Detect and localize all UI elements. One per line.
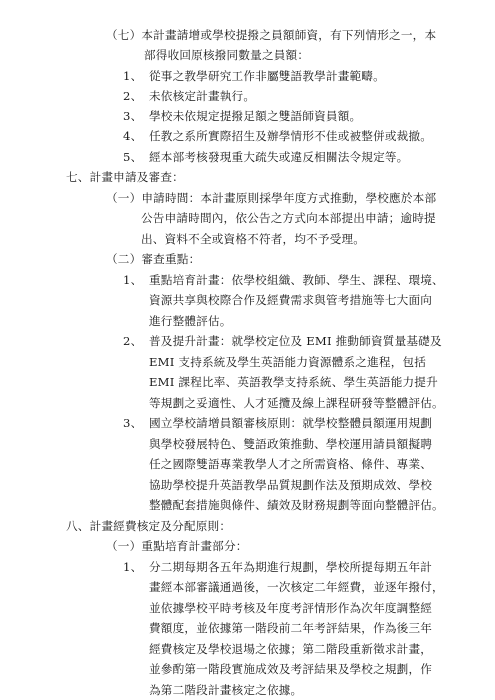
section-7-heading: 七、計畫申請及審查：: [66, 170, 184, 185]
review-point-2-line-2: EMI 支持系統及學生英語能力資源體系之進程，包括: [149, 354, 427, 369]
item-7-sub-2: [123, 86, 255, 106]
item-1-text-2: 公告申請時間內，依公告之方式向本部提出申請；逾時提: [141, 211, 436, 226]
sub-num: 1、: [123, 559, 143, 574]
sub-num: 3、: [123, 416, 143, 431]
review-point-3-line-4: 協助學校提升英語教學品質規劃作法及預期成效、學校: [149, 477, 433, 492]
sub-text: 未依核定計畫執行。: [149, 88, 256, 103]
funding-point-1-line-6: 並參酌第一階段實施成效及考評結果及學校之規劃，作: [149, 662, 433, 677]
review-point-1-line-2: 資源共享與校際合作及經費需求與管考措施等七大面向: [149, 293, 433, 308]
funding-point-1-line-5: 經費核定及學校退場之依據；第二階段重新徵求計畫，: [149, 641, 433, 656]
item-1-text: 重點培育計畫部分：: [141, 539, 248, 554]
review-point-3-line-2: 與學校發展特色、雙語政策推動、學校運用請員額擬聘: [149, 436, 433, 451]
review-point-2-line-1: [123, 331, 442, 351]
section-8-heading: 八、計畫經費核定及分配原則：: [66, 518, 232, 533]
item-7-sub-1: [123, 66, 385, 86]
sub-num: 4、: [123, 129, 143, 144]
item-1-marker: （一）: [106, 190, 142, 205]
funding-point-1-line-4: 費額度，並依據第一階段前二年考評結果，作為後三年: [149, 621, 433, 636]
item-7-marker: （七）: [106, 28, 142, 43]
item-7-line-1: [106, 25, 436, 45]
funding-point-1-line-1: [123, 557, 432, 577]
item-2-text: 審查重點：: [141, 252, 201, 267]
sub-num: 2、: [123, 88, 143, 103]
sub-num: 1、: [123, 272, 143, 287]
funding-point-1-line-3: 並依據學校平時考核及年度考評情形作為次年度調整經: [149, 600, 433, 615]
sec7-item-2-line-1: [106, 249, 200, 269]
item-7-sub-3: [123, 106, 361, 126]
sub-text: 重點培育計畫：依學校組織、教師、學生、課程、環境、: [149, 272, 444, 287]
funding-point-1-line-7: 為第二階段計畫核定之依據。: [149, 683, 303, 697]
item-7-text-1: 本計畫請增或學校提撥之員額師資，有下列情形之一，本: [141, 28, 437, 43]
review-point-2-line-4: 等規劃之妥適性、人才延攬及線上課程研發等整體評估。: [149, 395, 444, 410]
sub-text: 從事之教學研究工作非屬雙語教學計畫範疇。: [149, 69, 385, 84]
review-point-3-line-3: 任之國際雙語專業教學人才之所需資格、條件、專業、: [149, 457, 433, 472]
sub-text: 普及提升計畫：就學校定位及 EMI 推動師資質量基礎及: [149, 334, 442, 349]
sub-text: 任教之系所實際招生及辦學情形不佳或被整併或裁撤。: [149, 129, 433, 144]
sub-num: 5、: [123, 149, 143, 164]
item-7-text-2: 部得收回原核撥同數量之員額：: [144, 47, 310, 62]
item-7-sub-5: [123, 147, 408, 167]
review-point-3-line-1: [123, 413, 432, 433]
sub-num: 2、: [123, 334, 143, 349]
sub-text: 經本部考核發現重大疏失或違反相關法令規定等。: [149, 149, 409, 164]
item-1-text-3: 出、資料不全或資格不符者，均不予受理。: [141, 231, 366, 246]
funding-point-1-line-2: 畫經本部審議通過後，一次核定二年經費，並逐年撥付，: [149, 580, 444, 595]
item-1-text-1: 申請時間：本計畫原則採學年度方式推動，學校應於本部: [141, 190, 437, 205]
review-point-3-line-5: 整體配套措施與條件、績效及財務規劃等面向整體評估。: [149, 498, 444, 513]
sec7-item-1-line-1: [106, 188, 436, 208]
sub-text: 學校未依規定提撥足額之雙語師資員額。: [149, 108, 362, 123]
review-point-1-line-3: 進行整體評估。: [149, 313, 232, 328]
sub-text: 國立學校請增員額審核原則：就學校整體員額運用規劃: [149, 416, 433, 431]
sub-text: 分二期每期各五年為期進行規劃，學校所提每期五年計: [149, 559, 433, 574]
item-2-marker: （二）: [106, 252, 142, 267]
sub-num: 1、: [123, 69, 143, 84]
sec8-item-1-line-1: [106, 536, 248, 556]
review-point-2-line-3: EMI 課程比率、英語教學支持系統、學生英語能力提升: [149, 375, 438, 390]
review-point-1-line-1: [123, 270, 444, 290]
sub-num: 3、: [123, 108, 143, 123]
item-1-marker: （一）: [106, 539, 142, 554]
item-7-sub-4: [123, 126, 432, 146]
